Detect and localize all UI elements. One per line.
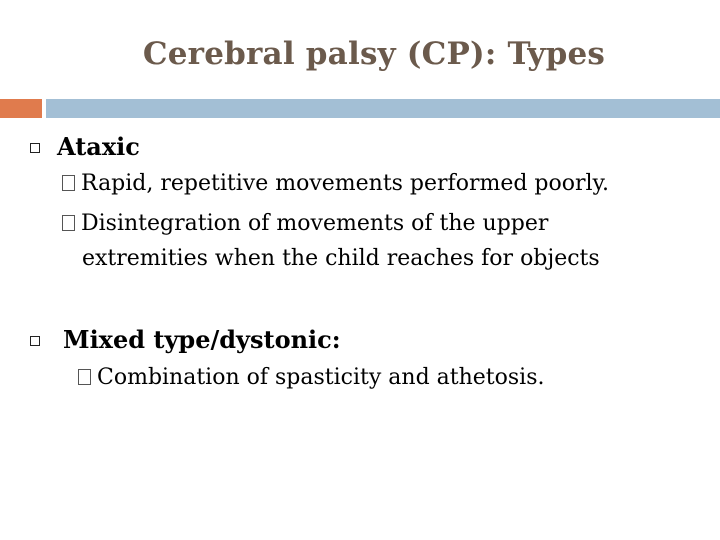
- sub-bullet-icon: [62, 175, 75, 191]
- list-item: [62, 208, 548, 239]
- title-rule-bar: [46, 99, 720, 118]
- section-bullet-icon: [30, 336, 40, 346]
- section-heading-ataxic: Ataxic: [57, 132, 140, 161]
- title-accent-bar: [0, 99, 42, 118]
- list-item-text: Combination of spasticity and athetosis.: [97, 365, 545, 390]
- list-item: [78, 362, 545, 393]
- section-heading-mixed: Mixed type/dystonic:: [63, 325, 341, 354]
- list-item: [62, 168, 609, 199]
- section-bullet-icon: [30, 143, 40, 153]
- list-item-continuation: extremities when the child reaches for objects: [82, 246, 600, 271]
- slide-title: Cerebral palsy (CP): Types: [142, 36, 606, 72]
- sub-bullet-icon: [78, 369, 91, 385]
- sub-bullet-icon: [62, 215, 75, 231]
- list-item-text: Rapid, repetitive movements performed poorly.: [81, 171, 610, 196]
- list-item-text: Disintegration of movements of the upper: [81, 211, 549, 236]
